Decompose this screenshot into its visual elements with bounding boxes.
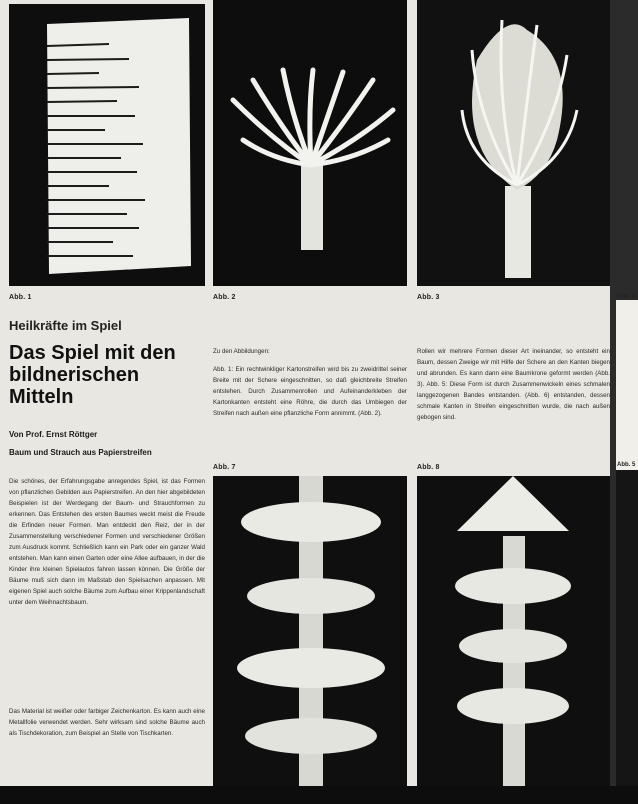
body-right: Rollen wir mehrere Formen dieser Art ineinander, so entsteht ein Baum, dessen Zweige wir mit Hilfe der Schere an den Kanten biegen und abrunden. Es kann dann eine Baumkrone geformt werden (Abb. 3). Abb. 5: Diese Form ist durch Zusammenwickeln eines schmalen langgezogenen Bandes entstanden. (Abb. 6) entstanden, dessen schmale Kanten in Streifen eingeschnitten wurde, die nach außen gebogen sind. xyxy=(417,348,610,421)
figure-2-photo xyxy=(213,0,407,286)
figure-7-photo xyxy=(213,476,407,788)
figure-8-photo xyxy=(417,476,610,788)
caption-abb-4: Abb. 4 xyxy=(617,294,636,300)
figure-1-photo xyxy=(9,4,205,286)
article-byline: Von Prof. Ernst Röttger xyxy=(9,430,98,439)
caption-abb-3: Abb. 3 xyxy=(417,294,440,301)
next-page-text-fragment xyxy=(616,300,638,470)
caption-abb-2: Abb. 2 xyxy=(213,294,236,301)
caption-abb-1: Abb. 1 xyxy=(9,294,32,301)
article-subhead: Baum und Strauch aus Papierstreifen xyxy=(9,448,152,457)
body-left-2: Das Material ist weißer oder farbiger Zeichenkarton. Es kann auch eine Metallfolie verwendet werden. Sehr wirksam sind solche Bäume auch als Tischdekoration, zum Beispiel an Stelle von Tischkarten. xyxy=(9,708,205,737)
figure-3-photo xyxy=(417,0,610,286)
body-middle: Abb. 1: Ein rechtwinkliger Kartonstreifen wird bis zu zweidrittel seiner Breite mit der Schere eingeschnitten, so daß gleichbreite Streifen entstehen. Durch Zusammenrollen und Aufeinanderkleben der Kartonkanten entsteht eine Röhre, die durch das Umbiegen der Streifen nach außen eine pflanzliche Form annimmt. (Abb. 2). xyxy=(213,366,407,417)
article-kicker: Heilkräfte im Spiel xyxy=(9,318,122,333)
caption-abb-7: Abb. 7 xyxy=(213,464,236,471)
caption-abb-5: Abb. 5 xyxy=(617,462,636,468)
body-left: Die schönes, der Erfahrungsgabe anregendes Spiel, ist das Formen von pflanzlichen Gebilden aus Papierstreifen. An den hier abgebildeten Beispielen ist der Werdegang der Baum- und Strauchformen zu erkennen. Das Entstehen des ersten Baumes weckt meist die Freude die Erfinden neuer Formen. Man entdeckt den Reiz, der in der Zusammenstellung verschiedener Formen und verschiedener Größen zum Ausdruck kommt. Schließlich kann ein Park oder ein ganzer Wald entstehen. Man kann einen Garten oder eine Allee aufbauen, in der die Kinder ihre kleinen Spielautos fahren lassen können. Die Größe der Bäume muß sich dann im Maßstab den Spielsachen anpassen. Mit eigenen Spiel auch solche Bäume zum Aufbau einer Krippenlandschaft unter dem Weihnachtsbaum. xyxy=(9,478,205,606)
caption-abb-8: Abb. 8 xyxy=(417,464,440,471)
bottom-dark-bar xyxy=(0,786,638,804)
middle-heading: Zu den Abbildungen: xyxy=(213,348,270,355)
article-title: Das Spiel mit den bildnerischen Mitteln xyxy=(9,342,176,408)
next-page-photo-fragment xyxy=(616,470,638,790)
